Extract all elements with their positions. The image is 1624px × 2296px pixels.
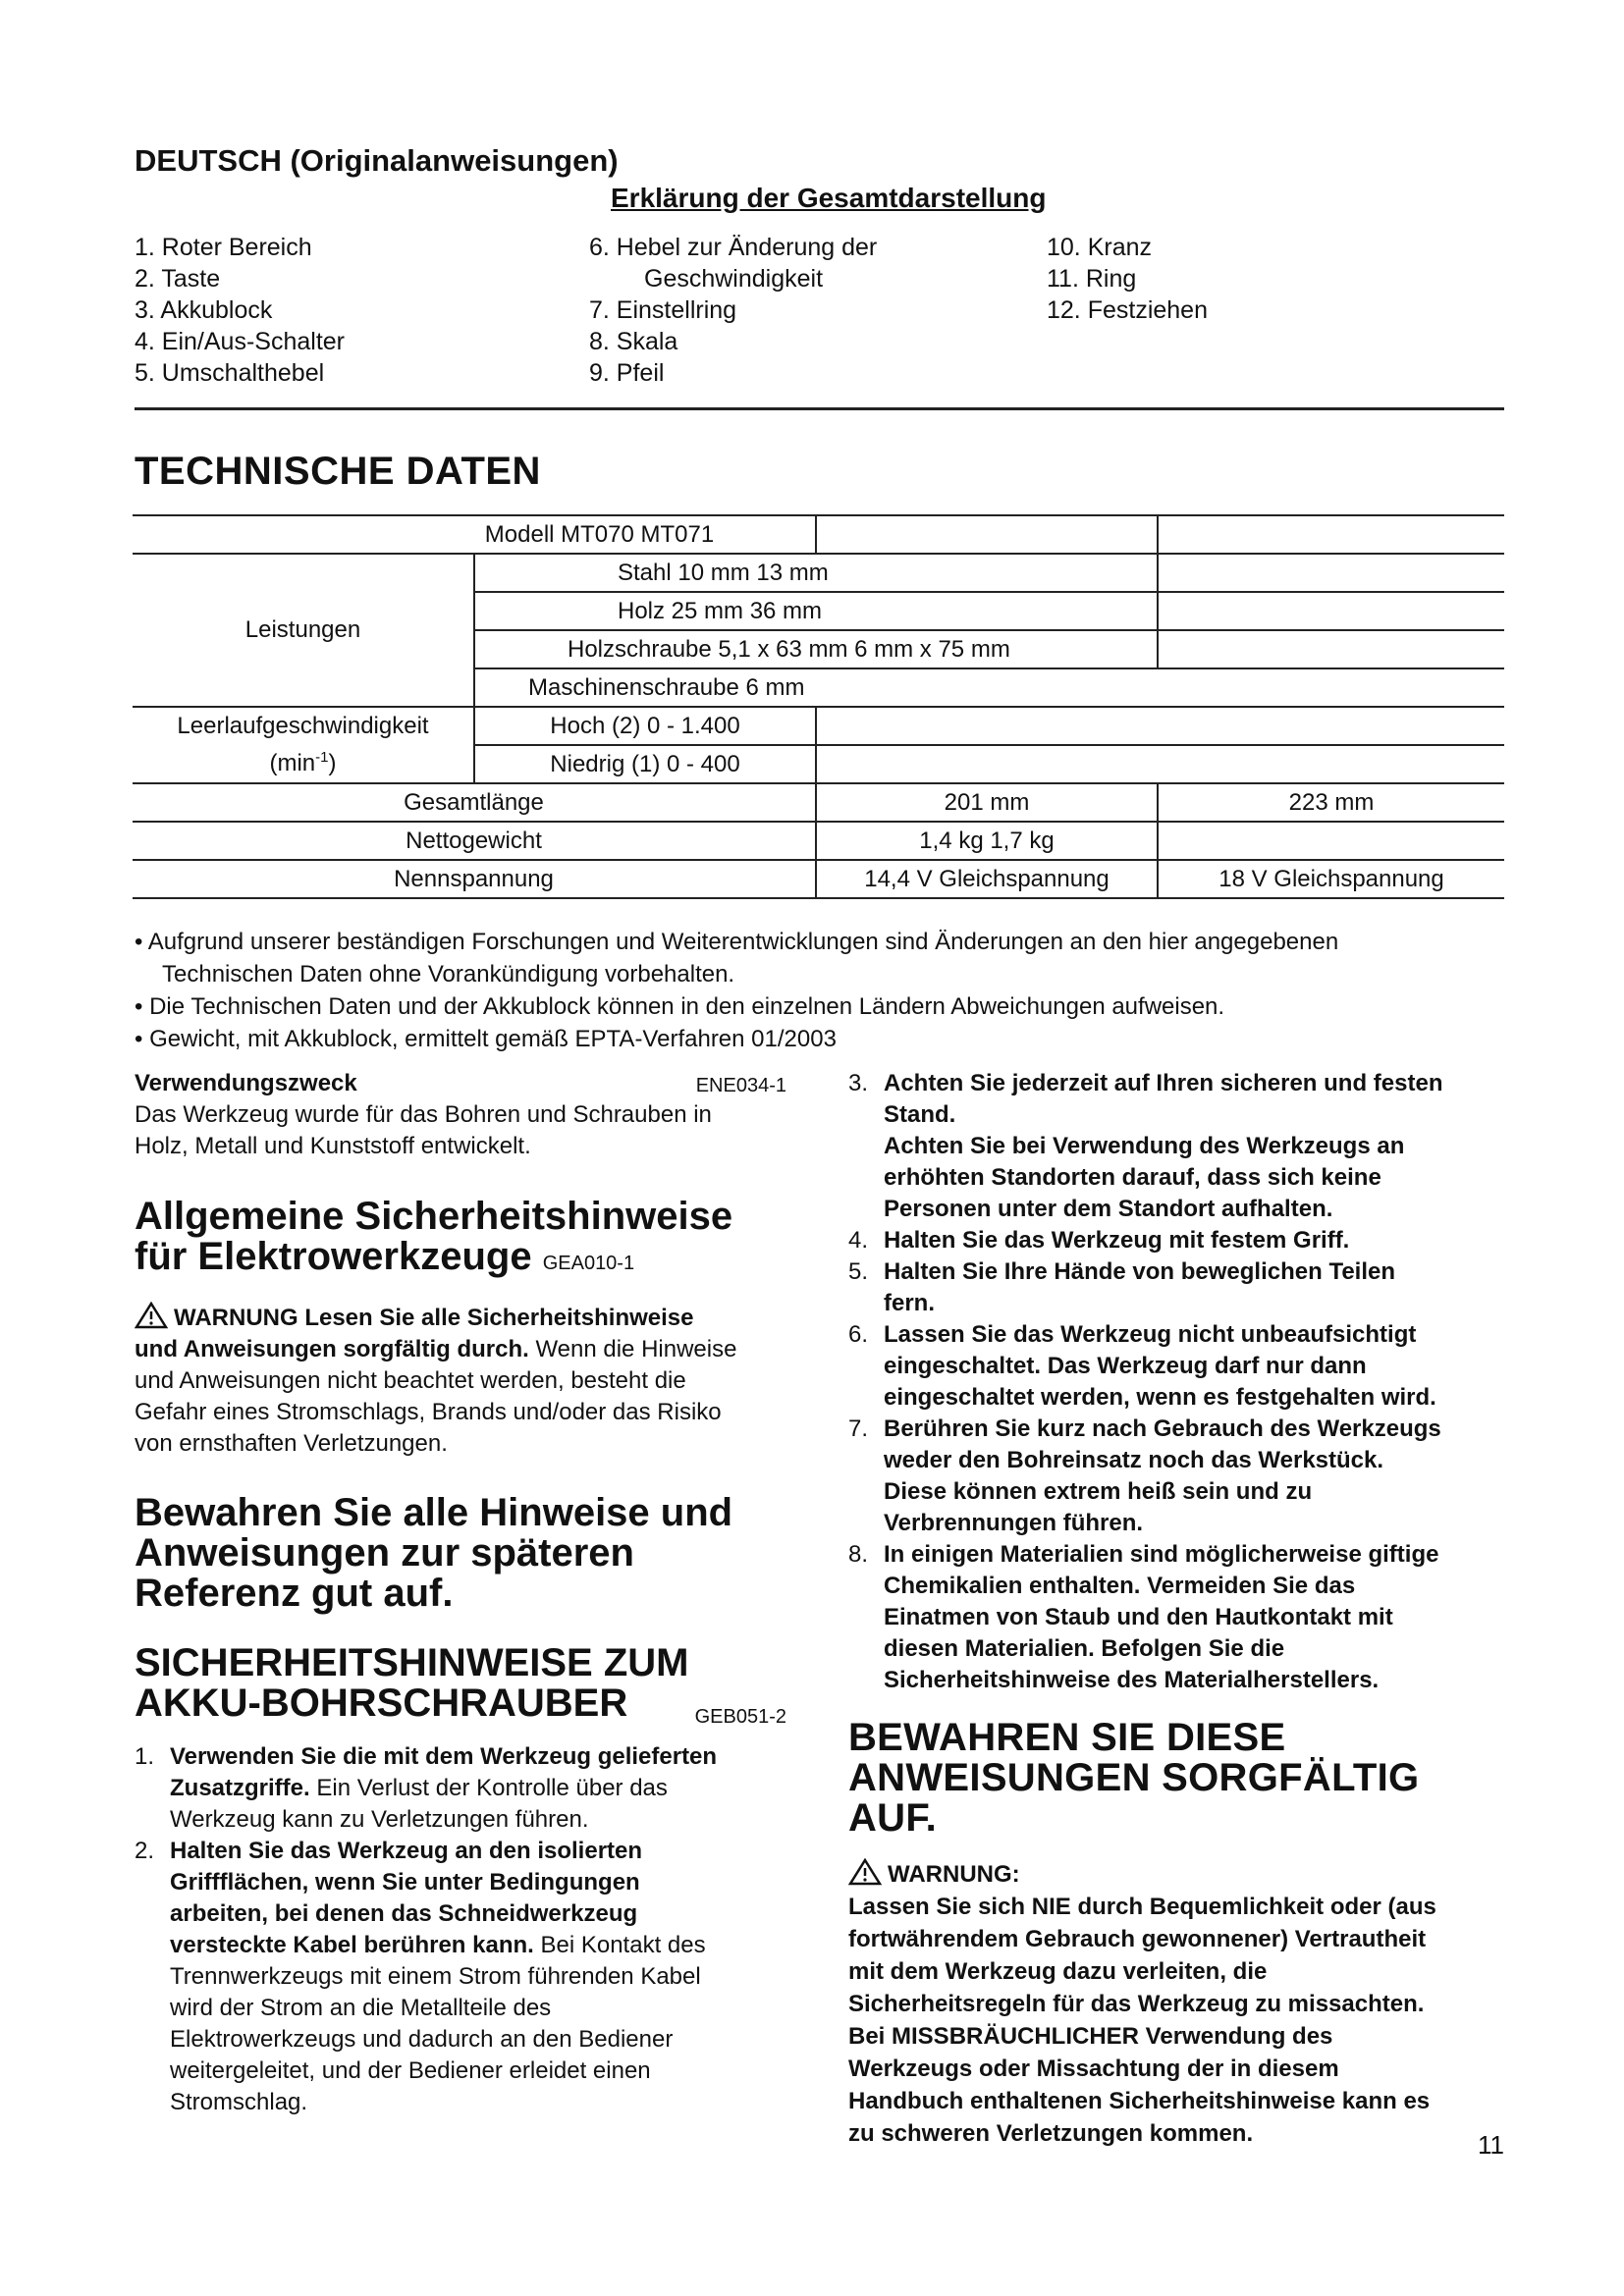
sicher-title-line: SICHERHEITSHINWEISE ZUM (135, 1641, 689, 1684)
empty-cell (1158, 515, 1504, 554)
holzschraube-cell: Holzschraube 5,1 x 63 mm 6 mm x 75 mm (474, 630, 1158, 668)
legend-column-1 (135, 232, 345, 389)
legend-item: 10. Kranz (1047, 234, 1153, 261)
model-cell: Modell MT070 MT071 (133, 515, 816, 554)
item-line: Achten Sie jederzeit auf Ihren sicheren und festen (884, 1070, 1443, 1096)
page-number: 11 (1478, 2130, 1504, 2160)
legend-item: 11. Ring (1047, 265, 1137, 293)
list-item (848, 1256, 1516, 1319)
table-row (133, 554, 1504, 592)
warning-line: von ernsthaften Verletzungen. (135, 1430, 448, 1457)
empty-cell (816, 745, 1504, 783)
item-number: 8. (848, 1541, 869, 1568)
list-item (848, 1068, 1516, 1225)
legend-item: 2. Taste (135, 265, 221, 293)
netto-label: Nettogewicht (133, 822, 816, 860)
maschinenschraube-cell: Maschinenschraube 6 mm (474, 668, 1504, 707)
leerlauf-label-text: Leerlaufgeschwindigkeit (177, 713, 429, 739)
table-row (133, 707, 1504, 745)
warning-line: und Anweisungen nicht beachtet werden, besteht die (135, 1367, 686, 1394)
item-line (170, 1773, 792, 1804)
item-number: 6. (848, 1321, 869, 1348)
item-line: Griffflächen, wenn Sie unter Bedingungen (170, 1869, 640, 1896)
warning-label: WARNUNG: (888, 1861, 1020, 1888)
hoch-cell: Hoch (2) 0 - 1.400 (474, 707, 816, 745)
gesamtlaenge-label: Gesamtlänge (133, 783, 816, 822)
table-row (133, 515, 1504, 554)
item-line: Diese können extrem heiß sein und zu (884, 1478, 1313, 1505)
item-line: Achten Sie bei Verwendung des Werkzeugs an (884, 1133, 1405, 1159)
warning-line: Lassen Sie sich NIE durch Bequemlichkeit oder (aus (848, 1894, 1436, 1920)
warning-line (135, 1334, 792, 1365)
item-text: Ein Verlust der Kontrolle über das (309, 1775, 668, 1801)
item-line: Personen unter dem Standort aufhalten. (884, 1196, 1333, 1222)
item-line: erhöhten Standorten darauf, dass sich keine (884, 1164, 1381, 1191)
unit-text: (min (269, 750, 316, 776)
warning-line: Sicherheitsregeln für das Werkzeug zu missachten. (848, 1991, 1425, 2017)
legend-item: 5. Umschalthebel (135, 359, 325, 387)
warning-line: fortwährendem Gebrauch gewonnener) Vertrautheit (848, 1926, 1427, 1952)
item-line: eingeschaltet. Das Werkzeug darf nur dann (884, 1353, 1367, 1379)
item-line: Stand. (884, 1101, 956, 1128)
note-line: • Die Technischen Daten und der Akkublock können in den einzelnen Ländern Abweichungen aufweisen. (135, 993, 1225, 1020)
item-line: weder den Bohreinsatz noch das Werkstück. (884, 1447, 1384, 1473)
unit-text-end: ) (328, 750, 337, 776)
verwendung-line: Das Werkzeug wurde für das Bohren und Schrauben in (135, 1101, 712, 1128)
warning-text: Wenn die Hinweise (528, 1336, 737, 1362)
note-line: Technischen Daten ohne Vorankündigung vorbehalten. (162, 961, 735, 988)
item-line: fern. (884, 1290, 936, 1316)
empty-cell (816, 707, 1504, 745)
list-item (848, 1225, 1516, 1256)
item-line: In einigen Materialien sind möglicherweise giftige (884, 1541, 1439, 1568)
item-line: Sicherheitshinweise des Materialherstellers. (884, 1667, 1380, 1693)
item-number: 5. (848, 1258, 869, 1285)
item-line: Stromschlag. (170, 2089, 308, 2115)
item-line: Berühren Sie kurz nach Gebrauch des Werkzeugs (884, 1415, 1441, 1442)
allg-title-text: für Elektrowerkzeuge (135, 1235, 532, 1278)
warning-line: mit dem Werkzeug dazu verleiten, die (848, 1958, 1268, 1985)
item-line: Lassen Sie das Werkzeug nicht unbeaufsichtigt (884, 1321, 1417, 1348)
gesamtlaenge-b: 223 mm (1158, 783, 1504, 822)
item-line: weitergeleitet, und der Bediener erleidet einen (170, 2057, 651, 2084)
item-line: Halten Sie das Werkzeug an den isolierten (170, 1838, 643, 1864)
empty-cell (1158, 822, 1504, 860)
legend-item: 12. Festziehen (1047, 296, 1208, 324)
item-number: 7. (848, 1415, 869, 1442)
legend-item: Geschwindigkeit (644, 265, 824, 293)
warning-line: Gefahr eines Stromschlags, Brands und/oder das Risiko (135, 1399, 722, 1425)
empty-cell (1158, 630, 1504, 668)
spannung-a: 14,4 V Gleichspannung (816, 860, 1158, 898)
verwendung-code: ENE034-1 (695, 1075, 786, 1096)
legend-item: 8. Skala (589, 328, 678, 355)
niedrig-cell: Niedrig (1) 0 - 400 (474, 745, 816, 783)
item-line: Chemikalien enthalten. Vermeiden Sie das (884, 1573, 1356, 1599)
unit-exponent: -1 (315, 749, 329, 766)
left-column (135, 1068, 792, 2118)
table-row (133, 822, 1504, 860)
legend-column-2 (589, 232, 877, 389)
leistungen-label: Leistungen (133, 554, 474, 707)
sicher-title-line-2 (135, 1682, 792, 1728)
item-number: 4. (848, 1227, 869, 1254)
item-text: Bei Kontakt des (533, 1932, 706, 1958)
bewahren-title-line: Bewahren Sie alle Hinweise und (135, 1491, 733, 1534)
spannung-label: Nennspannung (133, 860, 816, 898)
empty-cell (1158, 592, 1504, 630)
legend-item: 7. Einstellring (589, 296, 737, 324)
tech-data-table (133, 514, 1504, 899)
item-number: 1. (135, 1743, 155, 1770)
legend-item: 9. Pfeil (589, 359, 665, 387)
note-line: • Gewicht, mit Akkublock, ermittelt gemäß EPTA-Verfahren 01/2003 (135, 1026, 837, 1052)
item-line: arbeiten, bei denen das Schneidwerkzeug (170, 1900, 638, 1927)
language-heading: DEUTSCH (Originalanweisungen) (135, 143, 619, 178)
warning-bold: WARNUNG Lesen Sie alle Sicherheitshinweise (174, 1305, 694, 1331)
legend-item: 6. Hebel zur Änderung der (589, 234, 878, 261)
list-item (848, 1539, 1516, 1696)
allg-title-line: Allgemeine Sicherheitshinweise (135, 1195, 733, 1238)
gesamtlaenge-a: 201 mm (816, 783, 1158, 822)
empty-cell (816, 515, 1158, 554)
warning-line: zu schweren Verletzungen kommen. (848, 2120, 1254, 2147)
divider (135, 407, 1504, 410)
warning-line: Werkzeugs oder Missachtung der in diesem (848, 2056, 1339, 2082)
bewahren-caps-line: AUF. (848, 1796, 938, 1840)
item-line: eingeschaltet werden, wenn es festgehalten wird. (884, 1384, 1436, 1411)
overview-title: Erklärung der Gesamtdarstellung (611, 183, 1047, 213)
warning-text-block (848, 1891, 1516, 2150)
stahl-cell: Stahl 10 mm 13 mm (474, 554, 1158, 592)
item-line: Einatmen von Staub und den Hautkontakt mit (884, 1604, 1393, 1630)
item-number: 3. (848, 1070, 869, 1096)
note-line: • Aufgrund unserer beständigen Forschungen und Weiterentwicklungen sind Änderungen an den hier angegebenen (135, 929, 1339, 955)
warning-line: Handbuch enthaltenen Sicherheitshinweise kann es (848, 2088, 1431, 2114)
verwendung-title: Verwendungszweck (135, 1070, 357, 1096)
netto-value: 1,4 kg 1,7 kg (816, 822, 1158, 860)
list-item (848, 1414, 1516, 1539)
verwendung-header (135, 1068, 792, 1099)
bewahren-caps-line: BEWAHREN SIE DIESE (848, 1716, 1286, 1759)
legend-item: 1. Roter Bereich (135, 234, 312, 261)
warning-icon (848, 1858, 882, 1886)
warning-icon (135, 1302, 168, 1329)
leerlauf-label (133, 707, 474, 783)
bewahren-caps-line: ANWEISUNGEN SORGFÄLTIG (848, 1756, 1420, 1799)
item-line: diesen Materialien. Befolgen Sie die (884, 1635, 1285, 1662)
bewahren-title-line: Anweisungen zur späteren (135, 1531, 634, 1575)
holz-cell: Holz 25 mm 36 mm (474, 592, 1158, 630)
legend-column-3 (1047, 232, 1208, 326)
table-row (133, 783, 1504, 822)
leerlauf-unit (136, 742, 469, 779)
sicher-code: GEB051-2 (694, 1706, 786, 1728)
allg-title-line-2 (135, 1237, 792, 1284)
right-list (848, 1068, 1516, 1696)
warning-label-line (848, 1858, 1516, 1891)
item-line: Trennwerkzeugs mit einem Strom führenden Kabel (170, 1963, 701, 1990)
item-bold: versteckte Kabel berühren kann. (170, 1932, 534, 1958)
item-bold: Zusatzgriffe. (170, 1775, 310, 1801)
bewahren-title-line: Referenz gut auf. (135, 1572, 454, 1615)
list-item (135, 1741, 792, 1836)
empty-cell (1158, 554, 1504, 592)
warning-line (135, 1302, 792, 1334)
tech-notes (135, 926, 1509, 1055)
list-item (135, 1836, 792, 2118)
item-number: 2. (135, 1838, 155, 1864)
item-line: Elektrowerkzeugs und dadurch an den Bediener (170, 2026, 674, 2053)
item-line: Halten Sie Ihre Hände von beweglichen Teilen (884, 1258, 1396, 1285)
table-row (133, 860, 1504, 898)
legend-item: 3. Akkublock (135, 296, 273, 324)
item-line: Verwenden Sie die mit dem Werkzeug gelieferten (170, 1743, 718, 1770)
sicher-title-text: AKKU-BOHRSCHRAUBER (135, 1682, 628, 1725)
item-line: Halten Sie das Werkzeug mit festem Griff. (884, 1227, 1350, 1254)
item-line: wird der Strom an die Metallteile des (170, 1995, 552, 2021)
warning-bold: und Anweisungen sorgfältig durch. (135, 1336, 529, 1362)
tech-data-title: TECHNISCHE DATEN (135, 450, 541, 493)
item-line (170, 1930, 792, 1961)
right-column (848, 1068, 1516, 2150)
spannung-b: 18 V Gleichspannung (1158, 860, 1504, 898)
list-item (848, 1319, 1516, 1414)
legend-item: 4. Ein/Aus-Schalter (135, 328, 345, 355)
verwendung-line: Holz, Metall und Kunststoff entwickelt. (135, 1133, 531, 1159)
allg-code: GEA010-1 (542, 1253, 635, 1274)
warning-line: Bei MISSBRÄUCHLICHER Verwendung des (848, 2023, 1333, 2050)
item-line: Werkzeug kann zu Verletzungen führen. (170, 1806, 589, 1833)
item-line: Verbrennungen führen. (884, 1510, 1144, 1536)
